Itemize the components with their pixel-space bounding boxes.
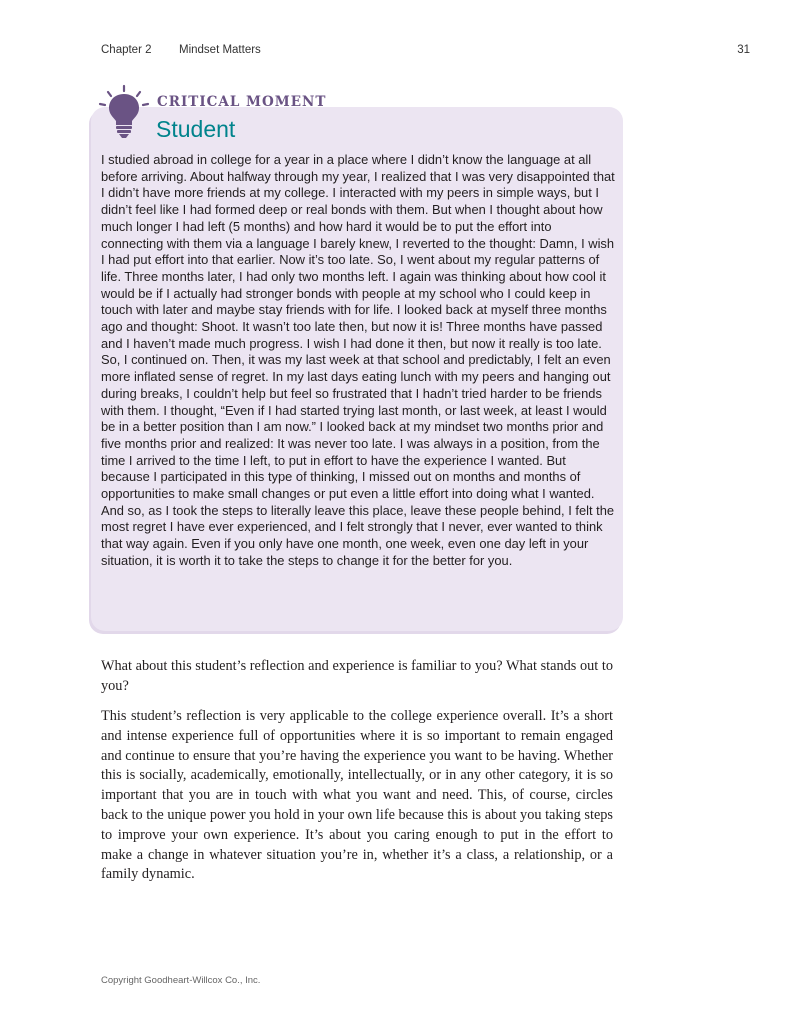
lightbulb-icon xyxy=(98,84,150,140)
feature-title: Student xyxy=(156,116,236,142)
copyright-footer: Copyright Goodheart-Willcox Co., Inc. xyxy=(101,975,261,986)
reflection-question: What about this student’s reflection and experience is familiar to you? What stands out to you? xyxy=(101,658,613,694)
body-paragraph: This student’s reflection is very applicable to the college experience overall. It’s a short and intense experience full of opportunities where it is so important to remain engaged and continue to ensure that you’re having the experience you want to be having. Whether this is socially, academically, emotionally, intellectually, or in any other category, it is so important that you are in touch with what you want and need. This, of course, circles back to the unique power you hold in your own life because this is about you taking steps to improve your own experience. It’s about you caring enough to put in the effort to make a change in whatever situation you’re in, whether it’s a class, a relationship, or a family dynamic. xyxy=(101,708,613,883)
chapter-title: Mindset Matters xyxy=(179,44,261,56)
feature-body: I studied abroad in college for a year in a place where I didn’t know the language at all before arriving. About halfway through my year, I realized that I was very disappointed that I didn’t have more friends at my college. I interacted with my peers in simple ways, but I didn’t feel like I had formed deep or real bonds with them. But when I thought about how much longer I had left (5 months) and how hard it would be to put the effort into connecting with them via a language I barely knew, I reverted to the thought: Damn, I wish I had put effort into that earlier. Now it’s too late. So, I went about my regular patterns of life. Three months later, I had only two months left. I again was thinking about how cool it would be if I actually had stronger bonds with people at my school who I could keep in touch with later and maybe stay friends with for life. I looked back at myself three months ago and thought: Shoot. It wasn’t too late then, but now it is! Three months have passed and I haven’t made much progress. I wish I had done it then, but now it really is too late. So, I continued on. Then, it was my last week at that school and predictably, I felt an even more inflated sense of regret. In my last days eating lunch with my peers and hanging out during breaks, I couldn’t help but feel so frustrated that I hadn’t tried harder to be friends with them. I thought, “Even if I had started trying last month, or last week, at least I would be in a better position than I am now.” I looked back at my mindset two months prior and five months prior and realized: It was never too late. I was always in a position, from the time I arrived to the time I left, to put in effort to have the experience I wanted. But because I participated in this type of thinking, I missed out on months and months of opportunities to make small changes or put even a little effort into doing what I wanted. And so, as I took the steps to literally leave this place, leave these people behind, I felt the most regret I have ever experienced, and I felt strongly that I never, ever wanted to think that way again. Even if you only have one month, one week, even one day left in your situation, it is worth it to take the steps to change it for the better for you. xyxy=(101,152,615,568)
page-number: 31 xyxy=(737,44,750,56)
chapter-label: Chapter 2 xyxy=(101,44,152,56)
feature-label: CRITICAL MOMENT xyxy=(157,94,327,110)
